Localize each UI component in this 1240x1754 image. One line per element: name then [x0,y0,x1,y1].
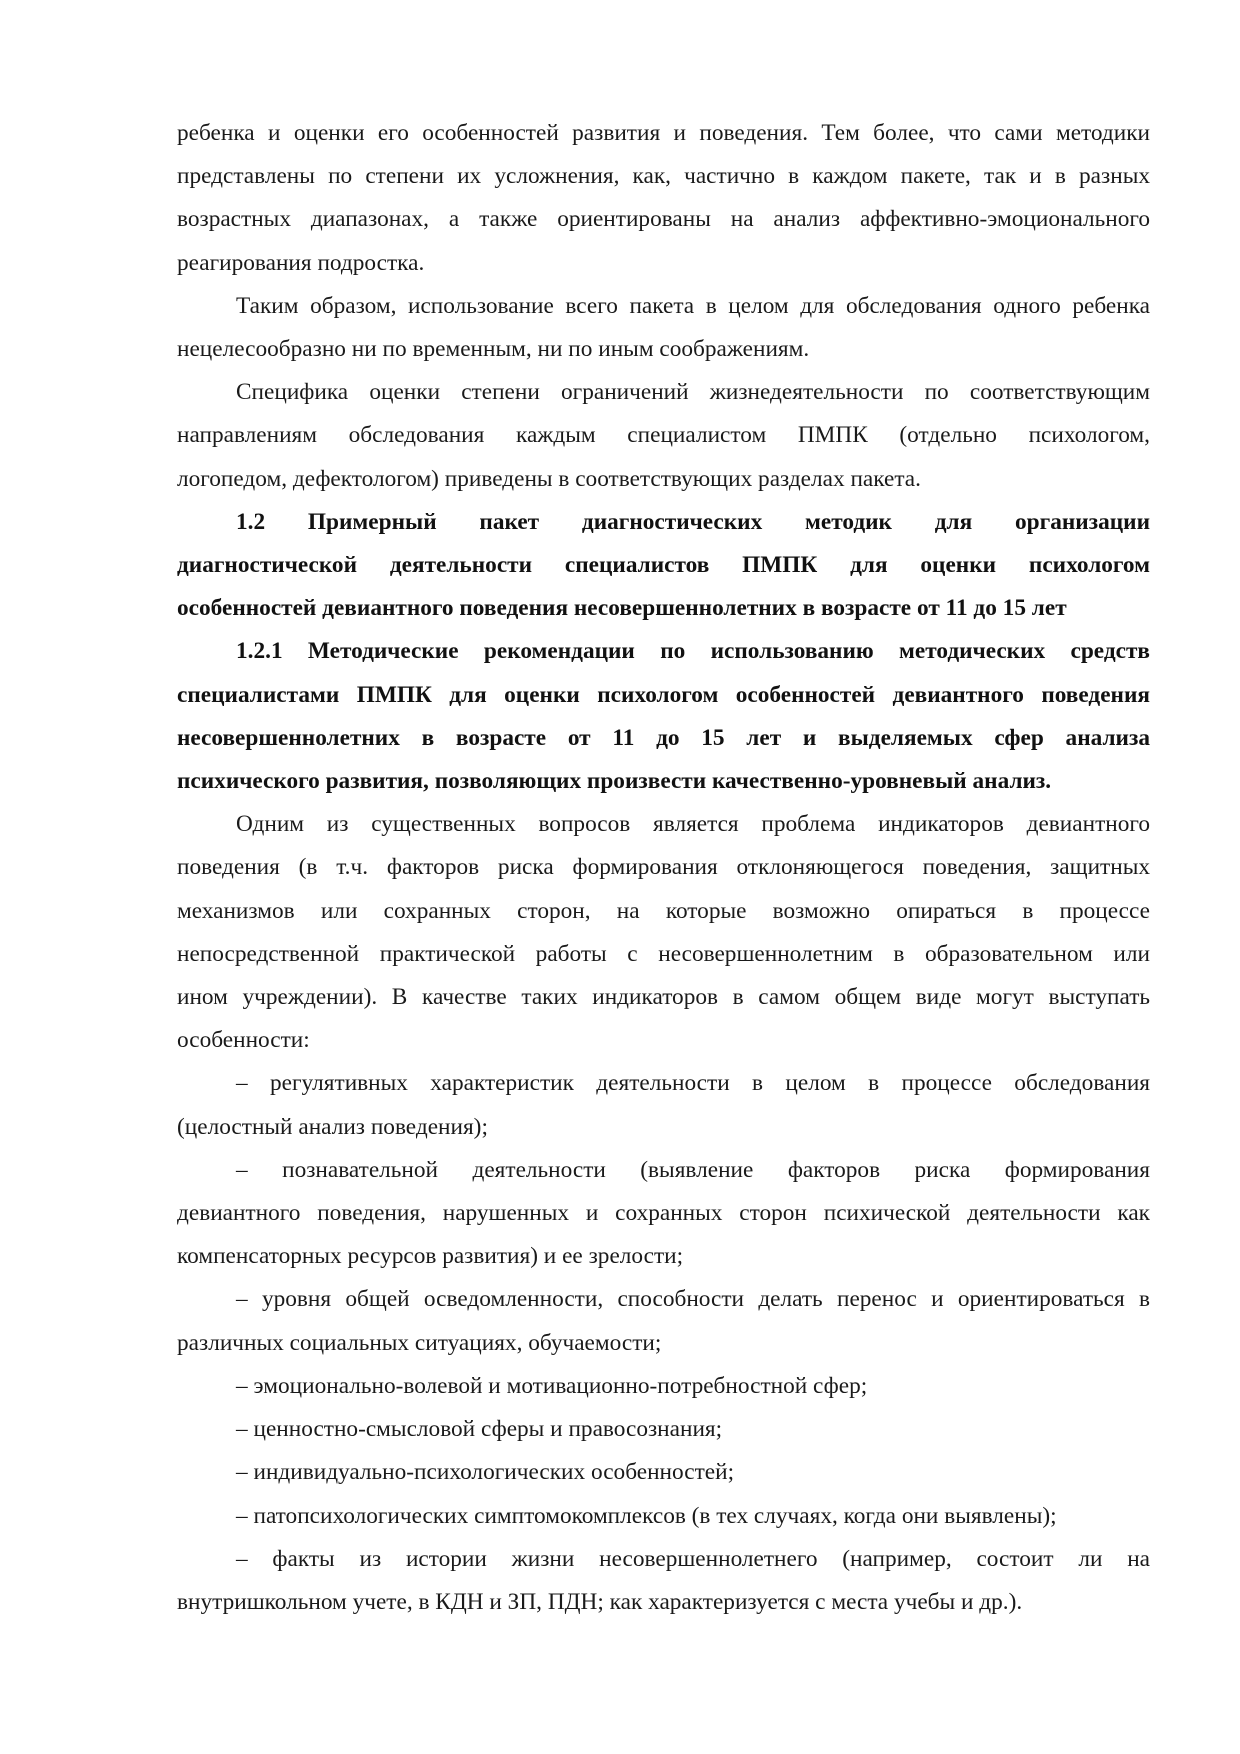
paragraph-line: механизмов или сохранных сторон, на которые возможно опираться в процессе [177,897,1150,924]
list-item-line: – уровня общей осведомленности, способности делать перенос и ориентироваться в [236,1286,1150,1313]
paragraph-line: ребенка и оценки его особенностей развития и поведения. Тем более, что сами методики [177,120,1150,146]
section-heading-line: особенностей девиантного поведения несовершеннолетних в возрасте от 11 до 15 лет [177,595,1067,622]
subsection-heading-line: психического развития, позволяющих произвести качественно-уровневый анализ. [177,768,1052,795]
section-heading-line: диагностической деятельности специалистов ПМПК для оценки психологом [177,552,1150,579]
subsection-heading-line: 1.2.1 Методические рекомендации по использованию методических средств [236,638,1150,665]
paragraph-line: Специфика оценки степени ограничений жизнедеятельности по соответствующим [236,379,1150,406]
list-item-line: – эмоционально-волевой и мотивационно-потребностной сфер; [236,1372,868,1399]
subsection-heading-line: несовершеннолетних в возрасте от 11 до 15 лет и выделяемых сфер анализа [177,724,1150,751]
paragraph-line: особенности: [177,1027,310,1054]
section-heading-line: 1.2 Примерный пакет диагностических методик для организации [236,508,1150,535]
paragraph-line: представлены по степени их усложнения, как, частично в каждом пакете, так и в разных [177,163,1150,190]
paragraph-line: Таким образом, использование всего пакета в целом для обследования одного ребенка [236,292,1150,319]
list-item-line: – познавательной деятельности (выявление факторов риска формирования [236,1156,1150,1183]
document-body [177,112,1150,1624]
list-item-line: – регулятивных характеристик деятельности в целом в процессе обследования [236,1070,1150,1097]
subsection-heading-line: специалистами ПМПК для оценки психологом особенностей девиантного поведения [177,681,1150,708]
list-item-line: различных социальных ситуациях, обучаемости; [177,1329,662,1356]
list-item-line: – факты из истории жизни несовершеннолетнего (например, состоит ли на [236,1545,1150,1572]
list-item-line: – индивидуально-психологических особенностей; [236,1459,735,1486]
paragraph-line: нецелесообразно ни по временным, ни по иным соображениям. [177,336,810,363]
paragraph-line: логопедом, дефектологом) приведены в соответствующих разделах пакета. [177,465,921,492]
list-item-line: девиантного поведения, нарушенных и сохранных сторон психической деятельности как [177,1200,1150,1227]
list-item-line: (целостный анализ поведения); [177,1113,488,1140]
paragraph-line: реагирования подростка. [177,249,425,276]
paragraph-line: Одним из существенных вопросов является проблема индикаторов девиантного [236,811,1150,838]
paragraph-line: возрастных диапазонах, а также ориентированы на анализ аффективно-эмоционального [177,206,1150,233]
list-item-line: – патопсихологических симптомокомплексов (в тех случаях, когда они выявлены); [236,1502,1057,1529]
paragraph-line: ином учреждении). В качестве таких индикаторов в самом общем виде могут выступать [177,984,1150,1011]
paragraph-line: направлениям обследования каждым специалистом ПМПК (отдельно психологом, [177,422,1150,449]
list-item-line: компенсаторных ресурсов развития) и ее зрелости; [177,1243,684,1270]
list-item-line: – ценностно-смысловой сферы и правосознания; [236,1416,723,1443]
paragraph-line: поведения (в т.ч. факторов риска формирования отклоняющегося поведения, защитных [177,854,1150,881]
list-item-line: внутришкольном учете, в КДН и ЗП, ПДН; как характеризуется с места учебы и др.). [177,1588,1023,1615]
paragraph-line: непосредственной практической работы с несовершеннолетним в образовательном или [177,940,1150,967]
